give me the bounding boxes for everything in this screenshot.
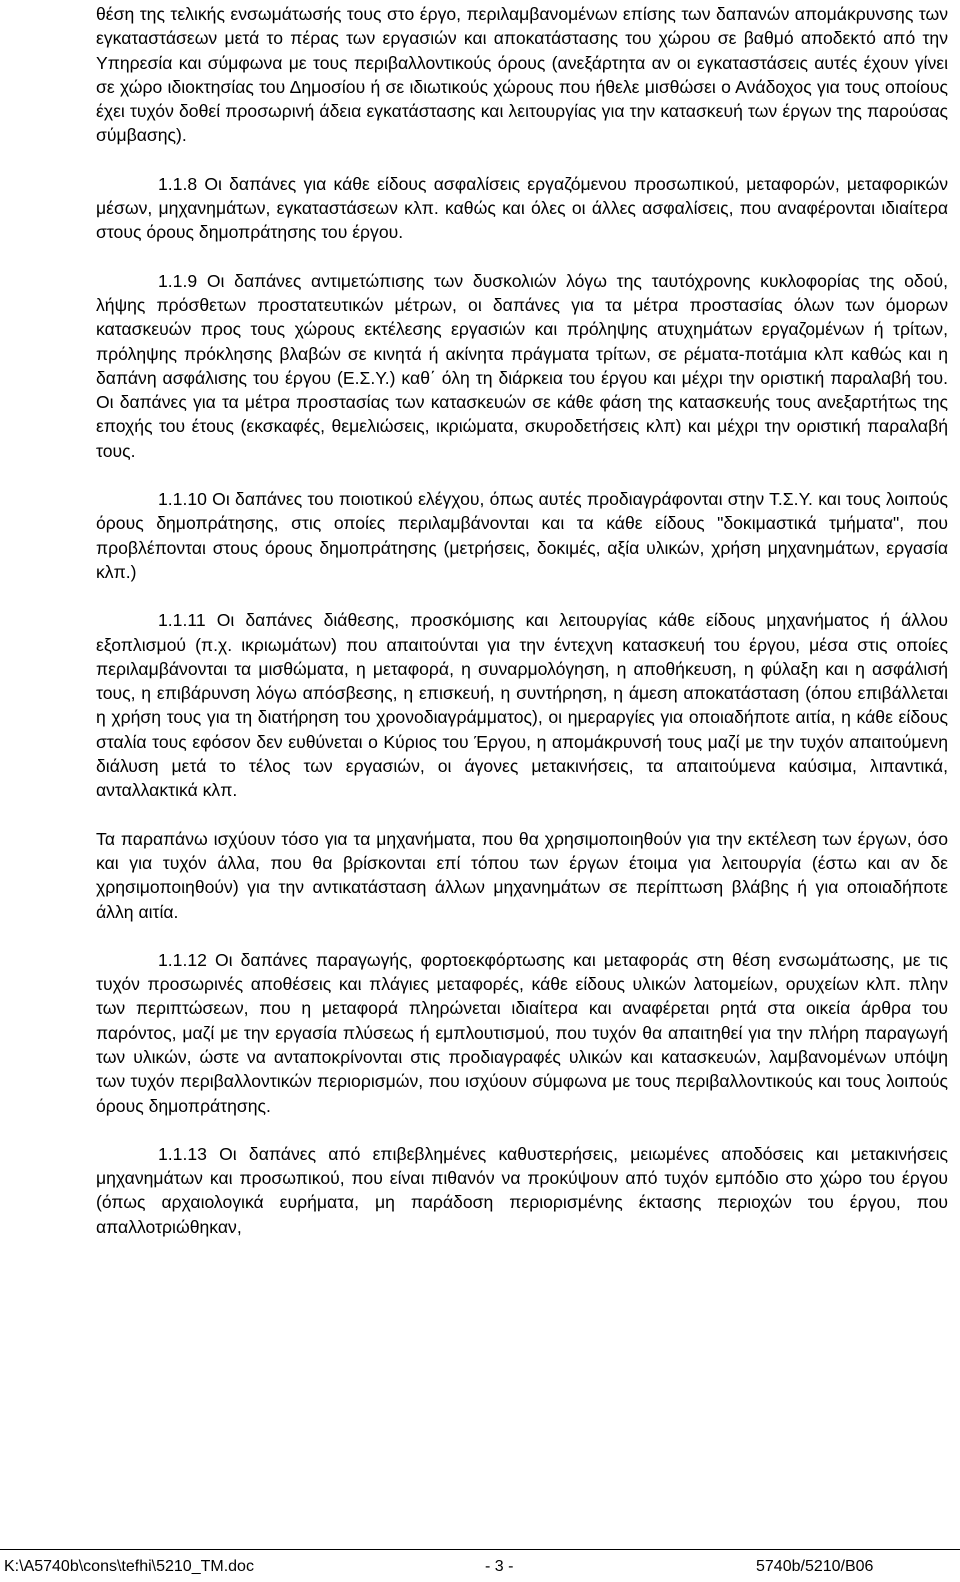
paragraph-1-1-12: 1.1.12 Οι δαπάνες παραγωγής, φορτοεκφόρτωσης και μεταφοράς στη θέση ενσωμάτωσης, με τις τυχόν προσωρινές αποθέσεις και πλάγιες μεταφορές, κάθε είδους υλικών λατομείων, ορυχείων κλπ. πλην των περιπτώσεων, που η μεταφορά πληρώνεται ιδιαίτερα και αναφέρεται ρητά στα οικεία άρθρα του παρόντος, μαζί με την εργασία πλύσεως ή εμπλουτισμού, που τυχόν θα απαιτηθεί για την πλήρη παραγωγή των υλικών, ώστε να ανταποκρίνονται στις προδιαγραφές υλικών και κατασκευών, λαμβανομένων υπόψη των τυχόν περιβαλλοντικών περιορισμών, που ισχύουν σύμφωνα με τους περιβαλλοντικούς και τους λοιπούς όρους δημοπράτησης.	[96, 949, 948, 1116]
paragraph-machinery-note: Τα παραπάνω ισχύουν τόσο για τα μηχανήματα, που θα χρησιμοποιηθούν για την εκτέλεση των έργων, όσο και για τυχόν άλλα, που θα βρίσκονται επί τόπου των έργων έτοιμα για λειτουργία (έστω και αν δε χρησιμοποιηθούν) για την αντικατάσταση άλλων μηχανημάτων σε περίπτωση βλάβης ή για οποιαδήποτε άλλη αιτία.	[96, 828, 948, 922]
paragraph-gap	[96, 245, 948, 269]
paragraph-gap	[96, 803, 948, 827]
document-body	[96, 2, 948, 1239]
paragraph-gap	[96, 924, 948, 948]
paragraph-1-1-13: 1.1.13 Οι δαπάνες από επιβεβλημένες καθυστερήσεις, μειωμένες αποδόσεις και μετακινήσεις μηχανημάτων και προσωπικού, που είναι πιθανόν να προκύψουν από τυχόν εμπόδιο στο χώρο του έργου (όπως αρχαιολογικά ευρήματα, μη παράδοση περιορισμένης έκτασης περιοχών του έργου, που απαλλοτριώθηκαν,	[96, 1143, 948, 1237]
paragraph-gap	[96, 1118, 948, 1142]
footer-page-number: - 3 -	[485, 1558, 514, 1575]
paragraph-1-1-8: 1.1.8 Οι δαπάνες για κάθε είδους ασφαλίσεις εργαζόμενου προσωπικού, μεταφορών, μεταφορικών μέσων, μηχανημάτων, εγκαταστάσεων κλπ. καθώς και όλες οι άλλες ασφαλίσεις, που αναφέρονται ιδιαίτερα στους όρους δημοπράτησης του έργου.	[96, 173, 948, 243]
paragraph-1-1-10: 1.1.10 Οι δαπάνες του ποιοτικού ελέγχου, όπως αυτές προδιαγράφονται στην Τ.Σ.Υ. και τους λοιπούς όρους δημοπράτησης, στις οποίες περιλαμβάνονται και τα κάθε είδους "δοκιμαστικά τμήματα", που προβλέπονται στους όρους δημοπράτησης (μετρήσεις, δοκιμές, αξία υλικών, χρήση μηχανημάτων, εργασία κλπ.)	[96, 489, 948, 582]
paragraph-1-1-9: 1.1.9 Οι δαπάνες αντιμετώπισης των δυσκολιών λόγω της ταυτόχρονης κυκλοφορίας της οδού, λήψης πρόσθετων προστατευτικών μέτρων, οι δαπάνες για τα μέτρα προστασίας όλων των όμορων κατασκευών προς τους χώρους εκτέλεσης εργασιών και πρόληψης ατυχημάτων εργαζομένων ή τρίτων, πρόληψης πρόκλησης βλαβών σε κινητά ή ακίνητα πράγματα τρίτων, σε ρέματα-ποτάμια κλπ καθώς και η δαπάνη ασφάλισης του έργου (Ε.Σ.Υ.) καθ΄ όλη τη διάρκεια του έργου και μέχρι την οριστική παραλαβή του. Οι δαπάνες για τα μέτρα προστασίας των κατασκευών σε κάθε φάση της κατασκευής τους ανεξαρτήτως της εποχής του έτους (εκσκαφές, θεμελιώσεις, ικριώματα, σκυροδετήσεις κλπ) και μέχρι την οριστική παραλαβή τους.	[96, 270, 948, 461]
paragraph-continuation: θέση της τελικής ενσωμάτωσής τους στο έργο, περιλαμβανομένων επίσης των δαπανών απομάκρυνσης των εγκαταστάσεων μετά το πέρας των εργασιών και αποκατάστασης του χώρου σε βαθμό αποδεκτό από την Υπηρεσία και σύμφωνα με τους περιβαλλοντικούς όρους (ανεξάρτητα αν οι εγκαταστάσεις αυτές έχουν γίνει σε χώρο ιδιοκτησίας του Δημοσίου ή σε ιδιωτικούς χώρους που ήθελε μισθώσει ο Ανάδοχος για τους οποίους έχει τυχόν δοθεί προσωρινή άδεια εγκατάστασης και λειτουργίας για την κατασκευή των έργων της παρούσας σύμβασης).	[96, 4, 948, 146]
page-footer	[0, 1549, 960, 1582]
paragraph-gap	[96, 148, 948, 172]
paragraph-gap	[96, 584, 948, 608]
paragraph-gap	[96, 463, 948, 487]
paragraph-1-1-11: 1.1.11 Οι δαπάνες διάθεσης, προσκόμισης και λειτουργίας κάθε είδους μηχανήματος ή άλλου εξοπλισμού (π.χ. ικριωμάτων) που απαιτούνται για την έντεχνη κατασκευή του έργου, μέσα στις οποίες περιλαμβάνονται τα μισθώματα, η μεταφορά, η συναρμολόγηση, η αποθήκευση, η φύλαξη και η ασφάλισή τους, η επιβάρυνση λόγω απόσβεσης, η επισκευή, η συντήρηση, η άμεση αποκατάσταση (όπου επιβάλλεται η χρήση τους για τη διατήρηση του χρονοδιαγράμματος), οι ημεραργίες για οποιαδήποτε αιτία, η κάθε είδους σταλία τους εφόσον δεν ευθύνεται ο Κύριος του Έργου, η απομάκρυνσή τους μαζί με την τυχόν απαιτούμενη διάλυση μετά το τέλος των εργασιών, οι άγονες μετακινήσεις, τα απαιτούμενα καύσιμα, λιπαντικά, ανταλλακτικά κλπ.	[96, 610, 948, 801]
footer-reference: 5740b/5210/B06	[756, 1558, 874, 1575]
footer-file-path: K:\A5740b\cons\tefhi\5210_TM.doc	[4, 1558, 254, 1575]
